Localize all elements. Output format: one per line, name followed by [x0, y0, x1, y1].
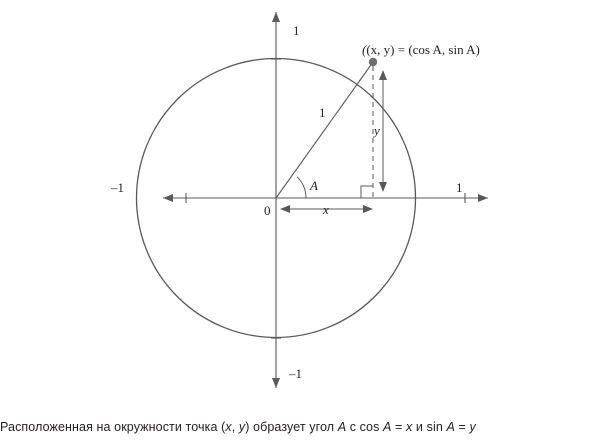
- circle-point: [369, 58, 377, 66]
- radius-length-label: 1: [319, 105, 326, 120]
- caption-part-2: ,: [231, 420, 239, 434]
- y-axis-bottom-label: –1: [289, 366, 302, 381]
- caption-part-6: и sin: [412, 420, 447, 434]
- caption-x-1: x: [225, 420, 232, 434]
- caption-a-1: A: [337, 420, 347, 434]
- y-measure-arrow: [379, 70, 387, 192]
- angle-label: A: [310, 178, 318, 193]
- caption-x-2: x: [406, 420, 413, 434]
- caption-part-7: =: [454, 420, 470, 434]
- y-axis: [271, 12, 281, 388]
- caption-part-1: Расположенная на окружности точка (: [0, 420, 226, 434]
- x-length-label: x: [323, 202, 329, 217]
- caption-part-3: ) образует угол: [245, 420, 338, 434]
- x-axis-left-label: –1: [111, 180, 124, 195]
- angle-arc: [297, 177, 306, 198]
- point-formula-label: ((x, y) = (cos A, sin A): [362, 42, 480, 57]
- caption-y-2: y: [469, 420, 476, 434]
- figure-caption: [0, 420, 600, 434]
- y-length-label: y: [374, 123, 380, 138]
- caption-a-2: A: [383, 420, 392, 434]
- caption-a-3: A: [446, 420, 455, 434]
- origin-label: 0: [264, 203, 271, 218]
- y-axis-top-label: 1: [293, 23, 300, 38]
- caption-part-4: с cos: [346, 420, 384, 434]
- caption-part-5: =: [391, 420, 406, 434]
- right-angle-marker: [361, 186, 373, 198]
- x-axis-right-label: 1: [456, 180, 463, 195]
- caption-y-1: y: [238, 420, 246, 434]
- radius-segment: [276, 62, 373, 198]
